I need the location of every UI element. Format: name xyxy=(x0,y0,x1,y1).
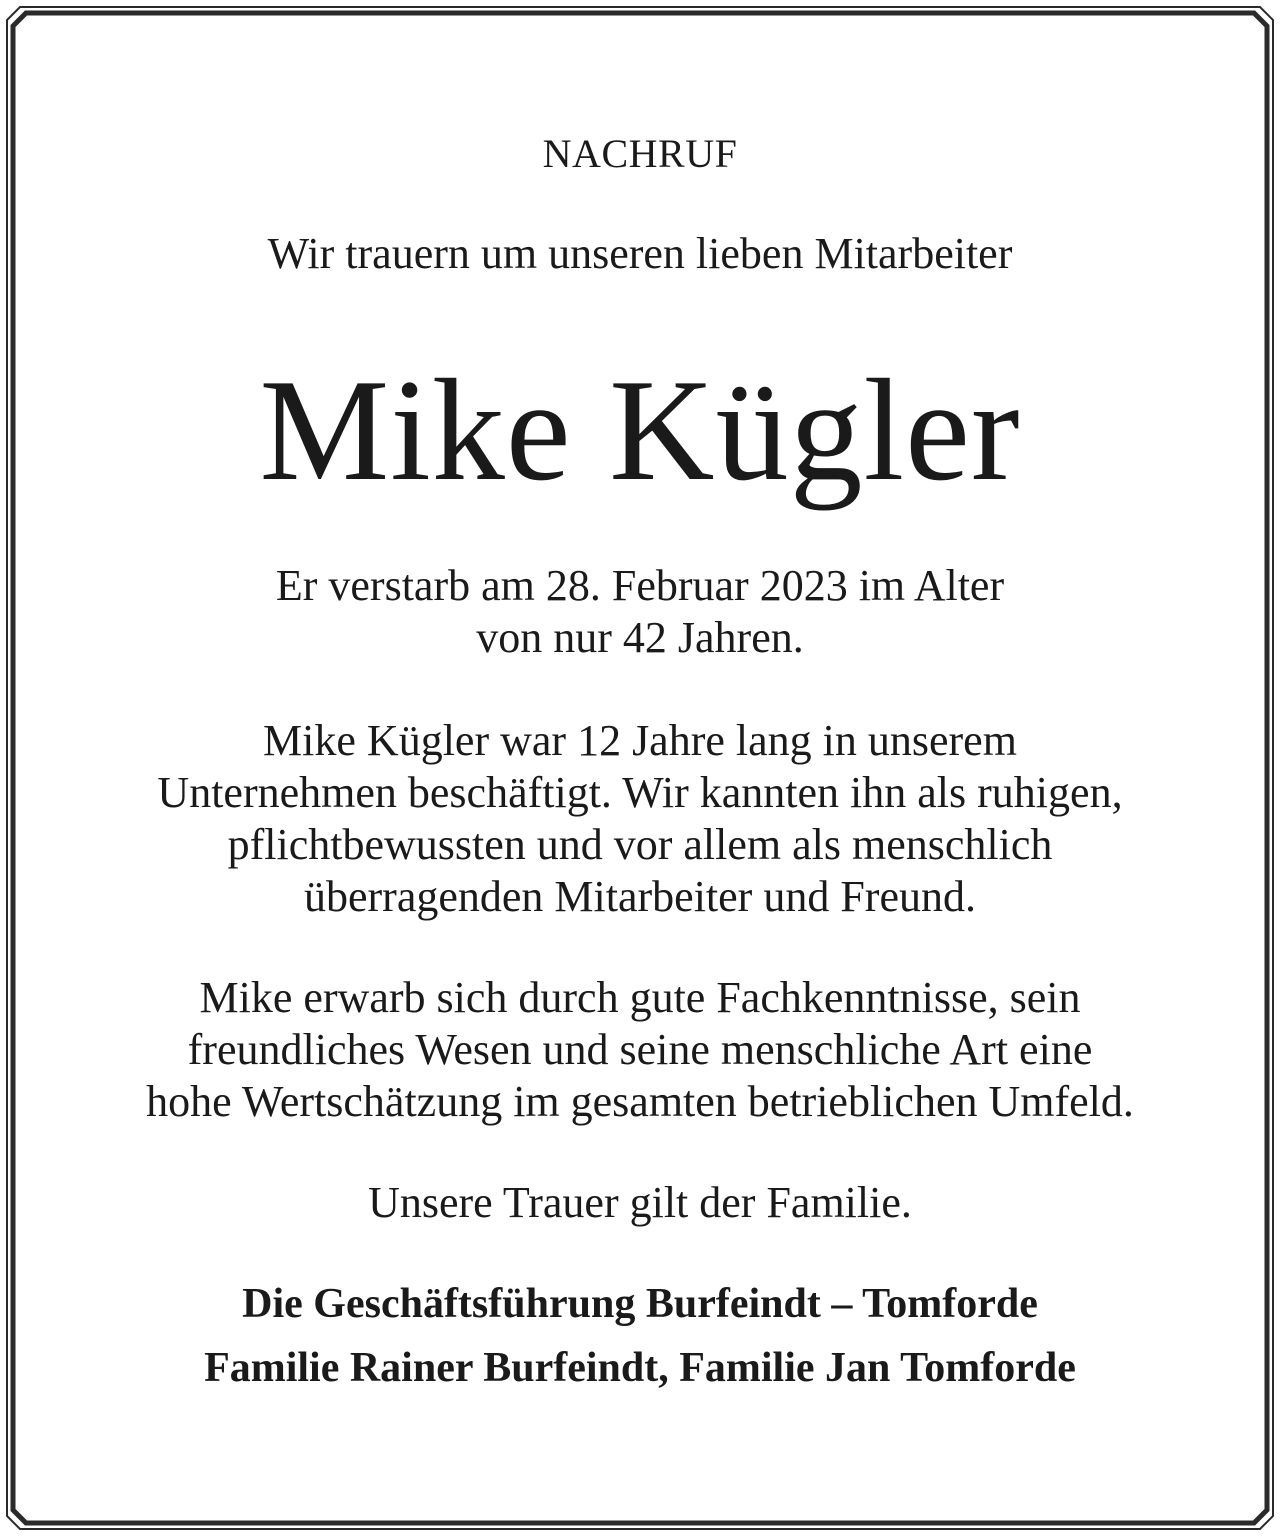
career-line: Unternehmen beschäftigt. Wir kannten ihn als ruhigen, xyxy=(157,768,1123,817)
career-line: pflichtbewussten und vor allem als menschlich xyxy=(227,820,1053,869)
death-paragraph xyxy=(30,560,1250,664)
career-line: überragenden Mitarbeiter und Freund. xyxy=(304,872,976,921)
career-line: Mike Kügler war 12 Jahre lang in unserem xyxy=(263,716,1017,765)
appreciation-paragraph xyxy=(30,972,1250,1128)
appreciation-line: hohe Wertschätzung im gesamten betrieblichen Umfeld. xyxy=(146,1077,1134,1126)
death-line: Er verstarb am 28. Februar 2023 im Alter xyxy=(275,561,1005,610)
appreciation-line: Mike erwarb sich durch gute Fachkenntnisse, sein xyxy=(199,973,1081,1022)
condolence-line: Unsere Trauer gilt der Familie. xyxy=(368,1178,912,1227)
death-line: von nur 42 Jahren. xyxy=(476,613,804,662)
appreciation-line: freundliches Wesen und seine menschliche Art eine xyxy=(187,1025,1093,1074)
intro-line: Wir trauern um unseren lieben Mitarbeiter xyxy=(267,229,1013,278)
deceased-name: Mike Kügler xyxy=(259,349,1021,511)
signature-families: Familie Rainer Burfeindt, Familie Jan Tomforde xyxy=(204,1345,1076,1391)
career-paragraph xyxy=(30,715,1250,923)
obituary-heading: NACHRUF xyxy=(542,131,738,176)
signature-management: Die Geschäftsführung Burfeindt – Tomforde xyxy=(242,1281,1038,1327)
